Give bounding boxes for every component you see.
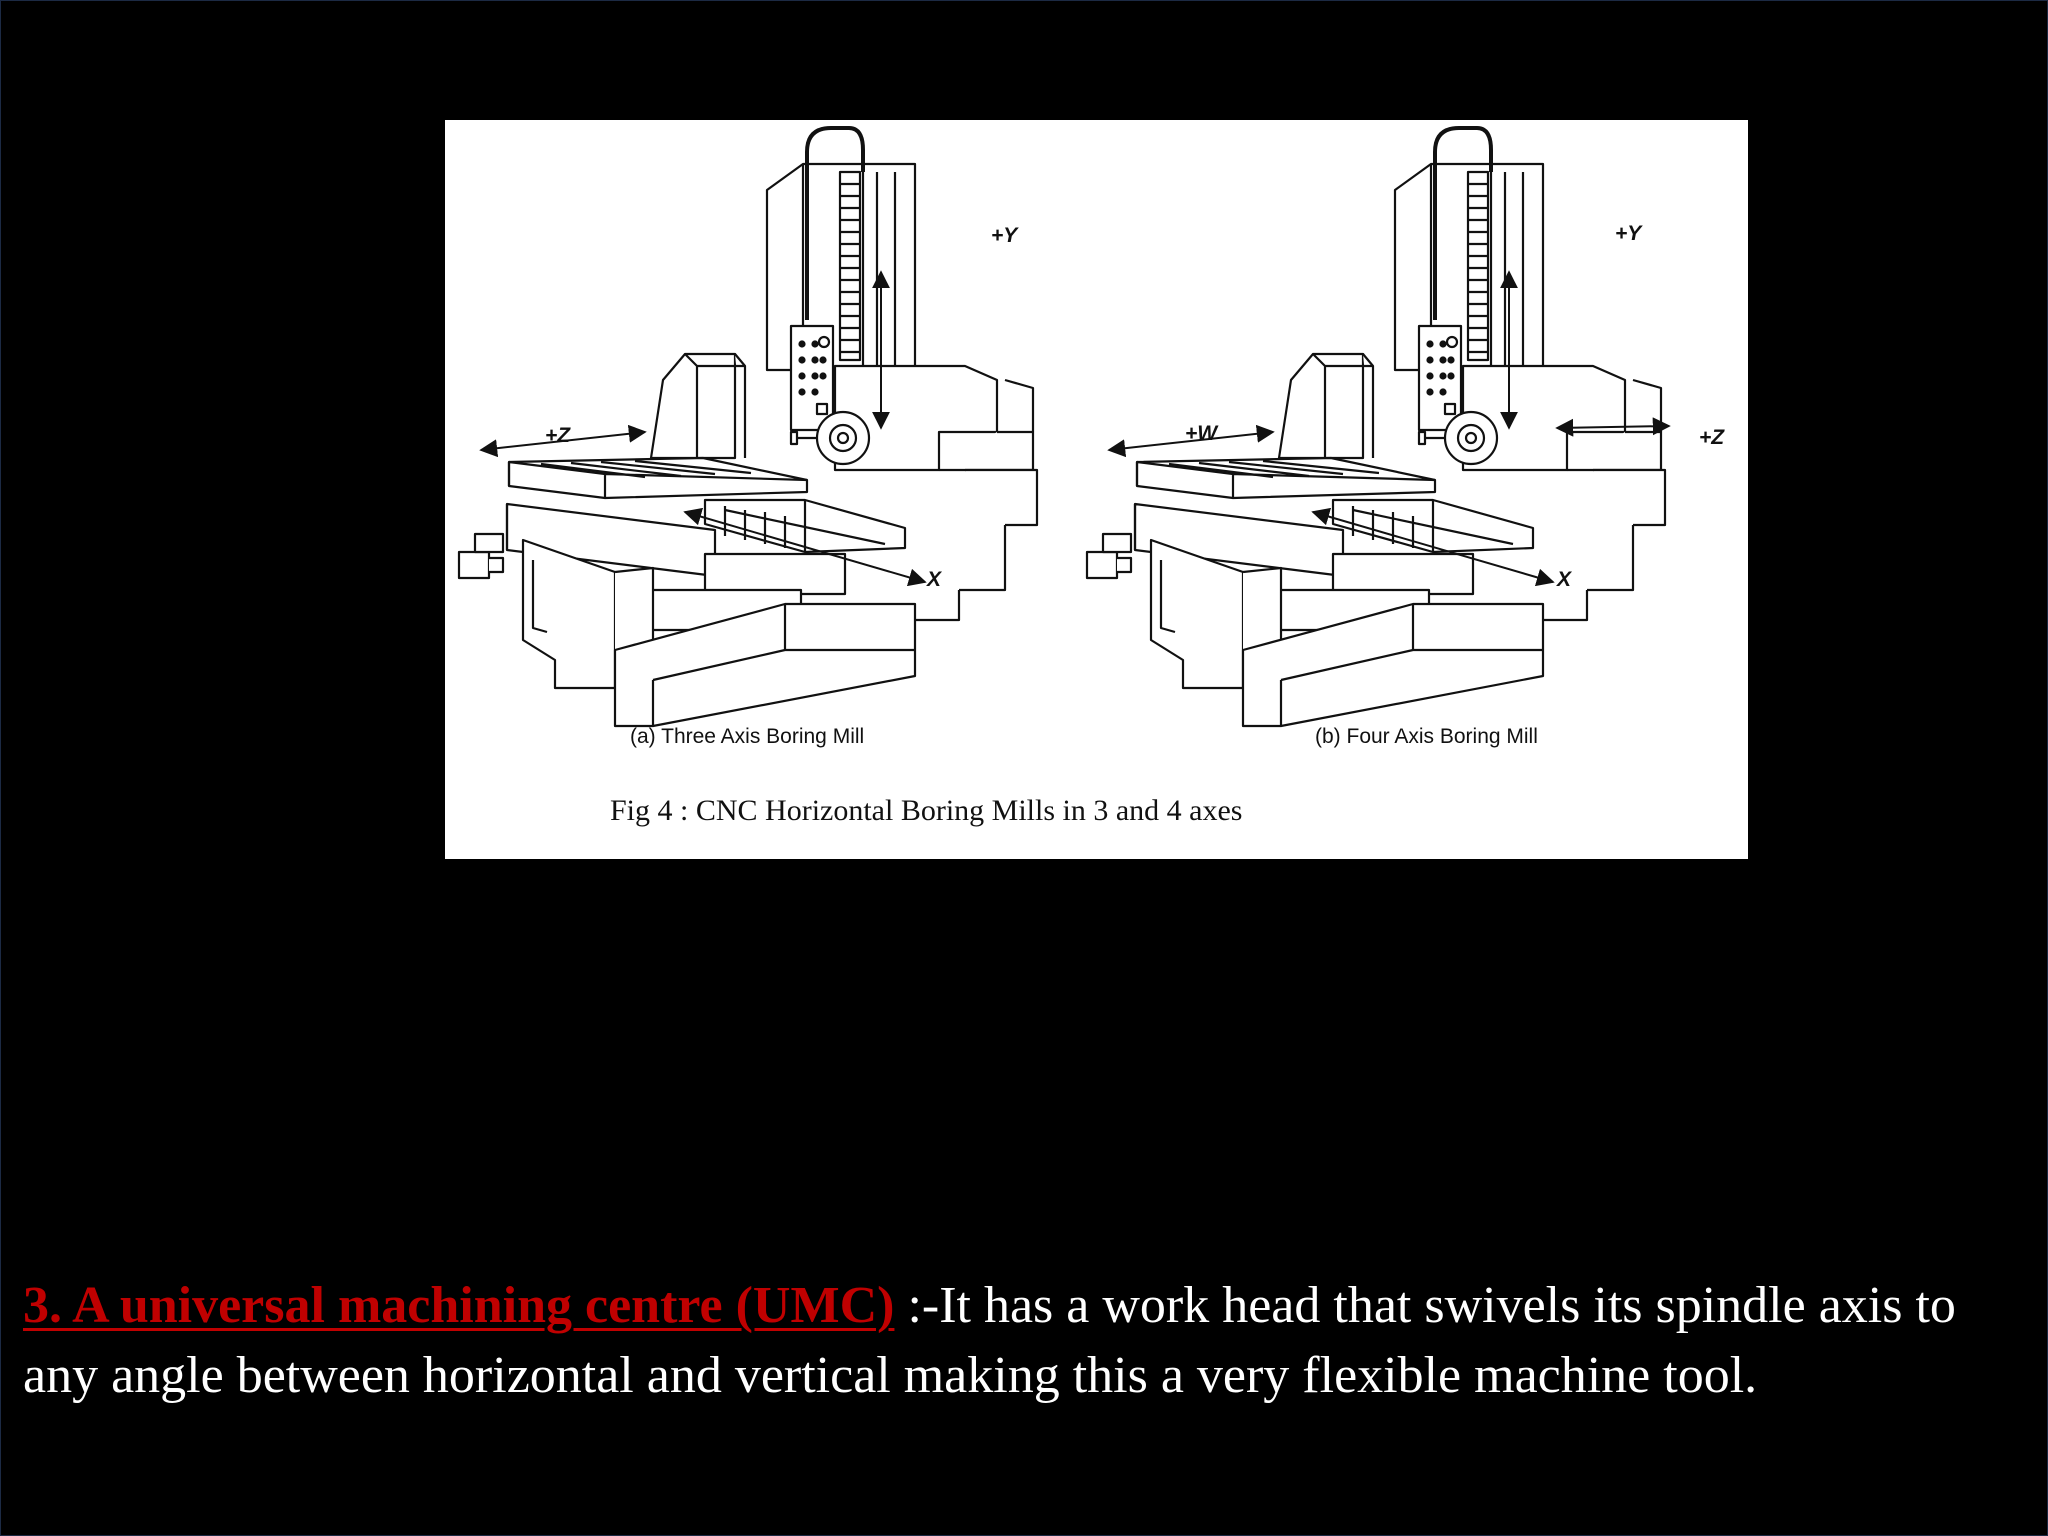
left-subcaption: (a) Three Axis Boring Mill: [630, 725, 865, 748]
left-axis-label-y: +Y: [991, 224, 1018, 247]
left-axis-label-z: +Z: [545, 424, 571, 447]
right-axis-label-x: X: [1557, 568, 1572, 591]
figure-caption: Fig 4 : CNC Horizontal Boring Mills in 3 and 4 axes: [610, 794, 1243, 827]
right-axis-label-y: +Y: [1615, 222, 1642, 245]
right-subcaption: (b) Four Axis Boring Mill: [1315, 725, 1538, 748]
umc-heading: 3. A universal machining centre (UMC): [23, 1277, 895, 1334]
right-axis-label-w: +W: [1185, 422, 1218, 445]
body-paragraph: [23, 1271, 2013, 1411]
left-axis-label-x: X: [927, 568, 942, 591]
umc-description: :-It has a work head that swivels its spindle axis to any angle between horizontal and vertical making this a very flexible machine tool.: [23, 1277, 1956, 1404]
four-axis-boring-mill-drawing: [1087, 128, 1669, 726]
right-axis-label-z: +Z: [1699, 426, 1725, 449]
figure-cnc-boring-mills: [445, 120, 1748, 859]
